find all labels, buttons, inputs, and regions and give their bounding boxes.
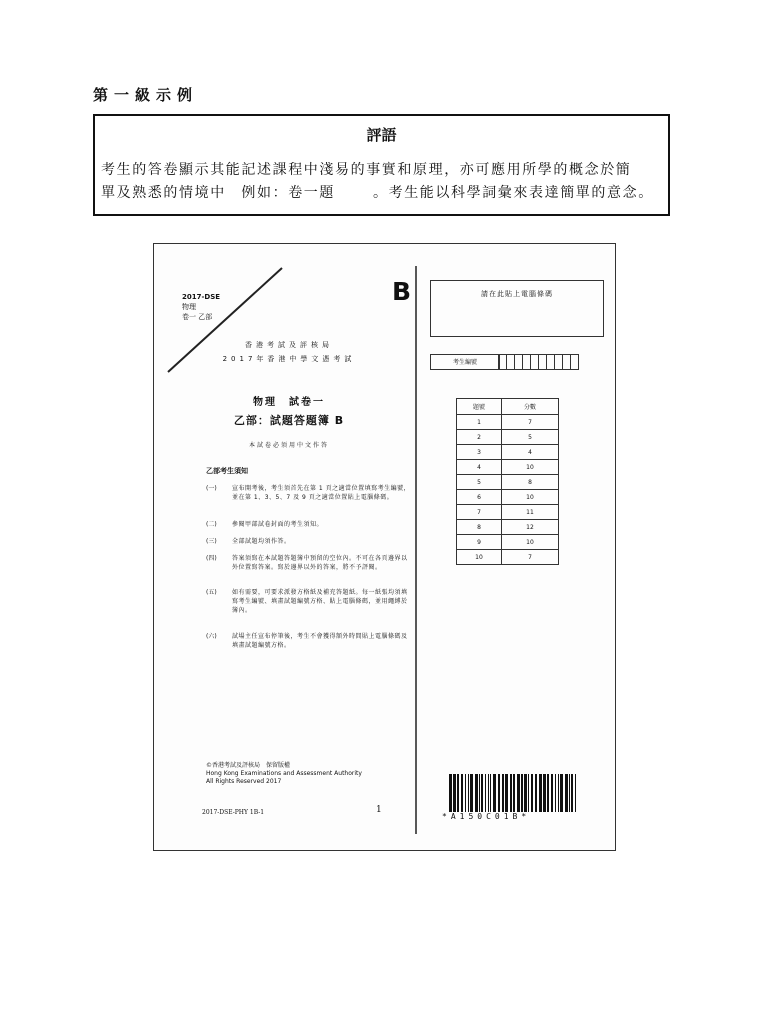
note-text: 參閱甲部試卷封面的考生須知。 [232, 521, 324, 528]
table-row [457, 490, 559, 505]
comment-line-2b: 。考生能以科學詞彙來表達簡單的意念。 [373, 185, 654, 201]
score-cell: 5 [502, 430, 559, 445]
score-cell: 8 [502, 475, 559, 490]
note-item [206, 484, 412, 502]
barcode-sticker-box [430, 280, 604, 337]
note-number: (二) [206, 521, 217, 528]
barcode-serial: *A150C01B* [442, 812, 531, 821]
copyright-block [206, 762, 362, 786]
question-cell: 9 [457, 535, 502, 550]
question-cell: 7 [457, 505, 502, 520]
footer-code: 2017-DSE-PHY 1B-1 [202, 809, 265, 816]
question-cell: 10 [457, 550, 502, 565]
barcode-box-label: 請在此貼上電腦條碼 [481, 290, 553, 298]
note-text: 答案須寫在本試題答題簿中預留的空位內。不可在各頁邊界以外位置寫答案。寫於邊界以外的答案，將不予評閱。 [232, 555, 408, 571]
notes-title: 乙部考生須知 [206, 467, 248, 475]
note-text: 全部試題均須作答。 [232, 538, 291, 545]
table-row [457, 445, 559, 460]
note-text: 試場主任宣布停筆後，考生不會獲得額外時間貼上電腦條碼及填畫試題編號方格。 [232, 633, 408, 649]
table-header-row [457, 399, 559, 415]
table-row [457, 415, 559, 430]
comment-line-2a: 單及熟悉的情境中 例如：卷一題 [101, 185, 335, 201]
question-cell: 6 [457, 490, 502, 505]
subject-short: 物理 [182, 303, 196, 311]
header-score: 分數 [502, 399, 559, 415]
subject-line: 物理 試卷一 [253, 397, 325, 408]
note-number: (一) [206, 485, 217, 492]
table-row [457, 460, 559, 475]
copyright-en-2: All Rights Reserved 2017 [206, 778, 282, 785]
paper-short: 卷一 乙部 [182, 313, 213, 321]
score-cell: 11 [502, 505, 559, 520]
table-row [457, 430, 559, 445]
score-cell: 4 [502, 445, 559, 460]
paper-code-block [182, 292, 220, 322]
section-letter: B [392, 277, 412, 306]
score-cell: 12 [502, 520, 559, 535]
note-number: (六) [206, 633, 217, 640]
score-cell: 10 [502, 490, 559, 505]
note-item [206, 537, 412, 546]
question-cell: 8 [457, 520, 502, 535]
comment-title: 評語 [366, 126, 397, 144]
copyright-zh: ©香港考試及評核局 保留版權 [206, 762, 291, 769]
authority-header [154, 338, 424, 366]
candidate-number-boxes [499, 354, 579, 370]
exam-code: 2017-DSE [182, 293, 221, 301]
note-number: (四) [206, 555, 217, 562]
question-cell: 5 [457, 475, 502, 490]
book-line: 乙部：試題答題簿 B [233, 414, 345, 427]
scanned-exam-cover [153, 243, 616, 851]
barcode-image [449, 774, 579, 812]
candidate-number-label: 考生編號 [430, 354, 500, 370]
header-question: 題號 [457, 399, 502, 415]
exam-name: 2017年香港中學文憑考試 [222, 355, 356, 363]
score-table [456, 398, 559, 565]
page-number: 1 [376, 805, 382, 815]
question-cell: 4 [457, 460, 502, 475]
question-cell: 3 [457, 445, 502, 460]
comment-box [93, 114, 670, 216]
score-cell: 10 [502, 535, 559, 550]
copyright-en-1: Hong Kong Examinations and Assessment Authority [206, 770, 362, 777]
note-text: 如有需要，可要求派發方格紙及補充答題紙。每一紙張均須填寫考生編號、填畫試題編號方格、貼上電腦條碼，並用繩縛於簿內。 [232, 589, 408, 614]
table-row [457, 505, 559, 520]
score-cell: 7 [502, 415, 559, 430]
authority-name: 香港考試及評核局 [245, 341, 333, 349]
note-item [206, 632, 412, 650]
note-text: 宣布開考後，考生須首先在第 1 頁之適當位置填寫考生編號，並在第 1、3、5、7 及 9 頁之適當位置貼上電腦條碼。 [232, 485, 411, 501]
score-cell: 7 [502, 550, 559, 565]
note-item [206, 588, 412, 615]
table-row [457, 550, 559, 565]
language-note: 本試卷必須用中文作答 [248, 442, 329, 449]
question-cell: 2 [457, 430, 502, 445]
digit-box [570, 354, 579, 370]
comment-text [101, 159, 664, 205]
table-row [457, 520, 559, 535]
table-row [457, 535, 559, 550]
note-number: (五) [206, 589, 217, 596]
level-title: 第一級示例 [93, 86, 199, 104]
table-row [457, 475, 559, 490]
note-item [206, 554, 412, 572]
note-item [206, 520, 412, 529]
note-number: (三) [206, 538, 217, 545]
question-cell: 1 [457, 415, 502, 430]
score-cell: 10 [502, 460, 559, 475]
comment-line-1: 考生的答卷顯示其能記述課程中淺易的事實和原理，亦可應用所學的概念於簡 [101, 162, 632, 178]
